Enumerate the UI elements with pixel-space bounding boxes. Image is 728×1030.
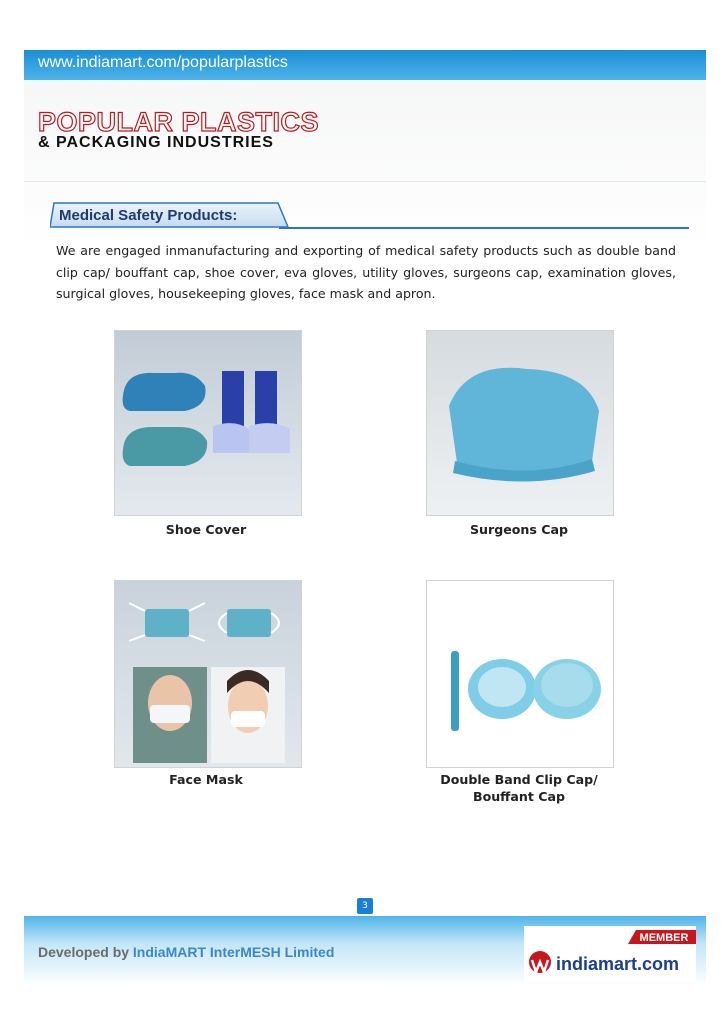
product-caption-face-mask: Face Mask — [169, 772, 243, 787]
indiamart-member-badge[interactable] — [524, 926, 696, 982]
clip-cap-illustration — [427, 581, 613, 767]
company-logo-line1: POPULAR PLASTICS — [38, 107, 320, 137]
product-caption-shoe-cover: Shoe Cover — [165, 522, 247, 537]
face-mask-image — [114, 580, 302, 768]
section-intro: We are engaged inmanufacturing and exporting of medical safety products such as double band clip cap/ bouffant cap, shoe cover, eva gloves, utility gloves, surgeons cap, examination gloves, surgical gloves, housekeeping gloves, face mask and apron. — [56, 243, 676, 301]
clip-cap-image — [426, 580, 614, 768]
header-divider — [24, 181, 706, 182]
brand-name: indiamart.com — [556, 954, 680, 974]
member-label: MEMBER — [639, 932, 689, 944]
website-url[interactable]: www.indiamart.com/popularplastics — [38, 54, 288, 71]
product-caption-surgeons-cap: Surgeons Cap — [469, 522, 569, 537]
surgeons-cap-image — [426, 330, 614, 516]
developed-by — [38, 944, 334, 960]
developed-by-label: Developed by — [38, 944, 130, 960]
surgeons-cap-illustration — [427, 331, 613, 515]
brochure-page — [24, 50, 706, 986]
face-mask-illustration — [115, 581, 301, 767]
indiamart-logo — [524, 926, 696, 982]
url-banner — [24, 50, 706, 80]
shoe-cover-illustration — [115, 331, 301, 515]
section-title-tab — [50, 202, 290, 228]
company-logo-line2: & PACKAGING INDUSTRIES — [38, 134, 274, 151]
section-title: Medical Safety Products: — [59, 207, 238, 224]
product-caption-clip-cap-line1: Double Band Clip Cap/ — [440, 772, 598, 787]
product-caption-clip-cap-line2: Bouffant Cap — [472, 789, 566, 804]
shoe-cover-image — [114, 330, 302, 516]
developer-link[interactable]: IndiaMART InterMESH Limited — [132, 944, 335, 960]
product-caption-clip-cap — [419, 771, 619, 805]
page-number: 3 — [357, 898, 373, 914]
section-underline — [279, 227, 689, 229]
